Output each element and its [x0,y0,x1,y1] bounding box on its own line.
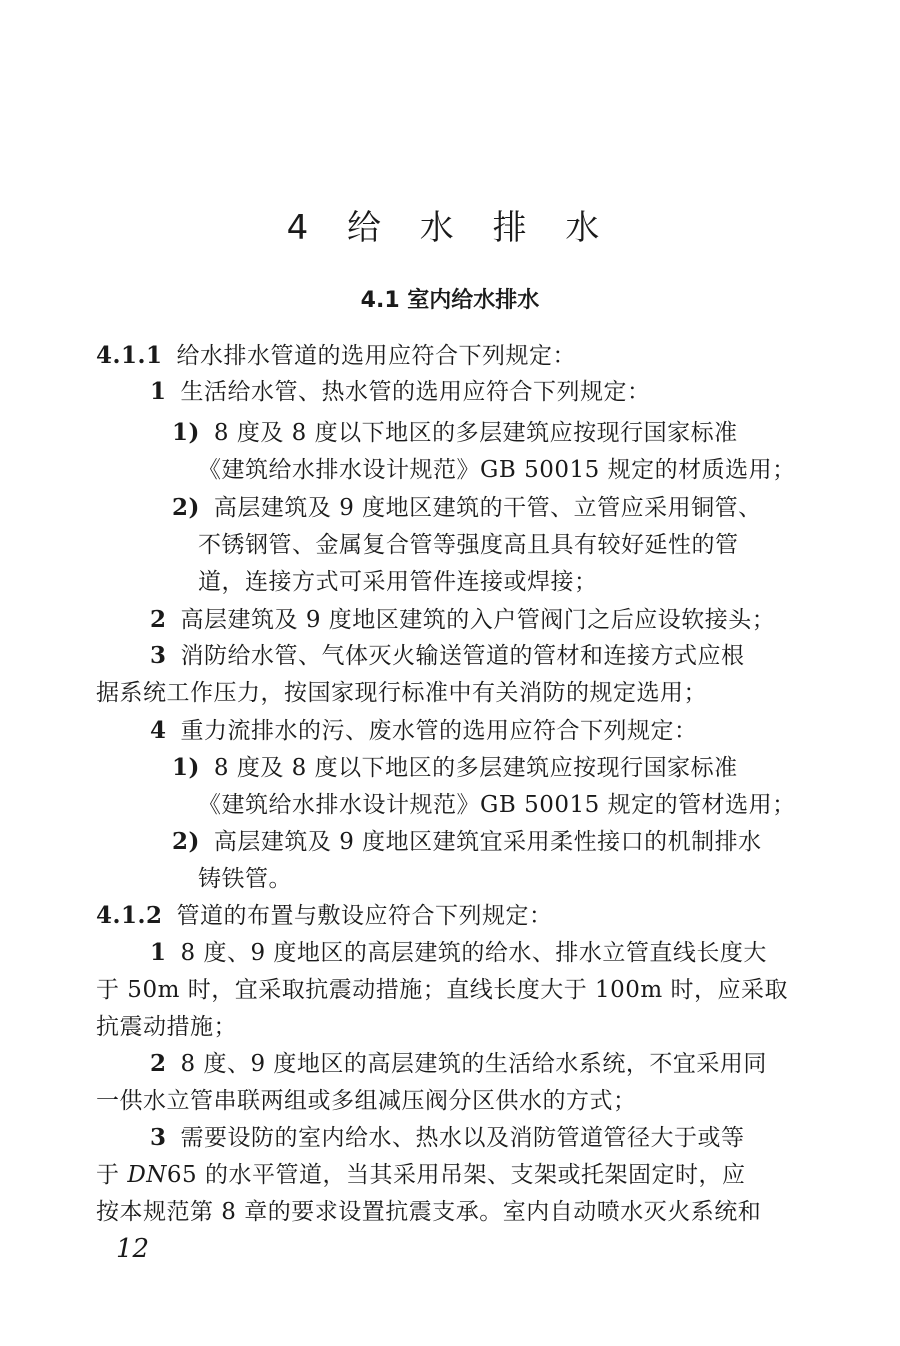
subitem-text: 高层建筑及 9 度地区建筑的干管、立管应采用铜管、 [213,495,762,521]
continuation-line [96,1085,637,1117]
chapter-title: 4 给 水 排 水 [286,208,614,248]
item-line [150,640,745,672]
item-line [150,715,698,747]
subitem-number: 2) [172,828,200,855]
subitem-text: 高层建筑及 9 度地区建筑宜采用柔性接口的机制排水 [213,829,762,855]
line-text: 按本规范第 8 章的要求设置抗震支承。室内自动喷水灭火系统和 [96,1199,762,1225]
clause-4-1-1 [96,340,576,372]
item-number: 4 [150,717,167,744]
item-text: 生活给水管、热水管的选用应符合下列规定： [180,379,651,405]
continuation-line [198,566,598,598]
subitem-number: 1) [172,754,200,781]
subitem-number: 1) [172,419,200,446]
continuation-line [198,454,796,486]
item-text: 需要设防的室内给水、热水以及消防管道管径大于或等 [180,1125,745,1151]
subitem-number: 2) [172,494,200,521]
line-text: 铸铁管。 [198,866,292,892]
item-number: 1 [150,939,167,966]
line-text: 《建筑给水排水设计规范》GB 50015 规定的管材选用； [198,792,796,818]
line-text: 于 50m 时，宜采取抗震动措施；直线长度大于 100m 时，应采取 [96,977,789,1003]
line-text: 据系统工作压力，按国家现行标准中有关消防的规定选用； [96,680,707,706]
continuation-line [96,1011,237,1043]
item-number: 1 [150,378,167,405]
clause-text: 给水排水管道的选用应符合下列规定： [176,343,577,369]
item-line [150,937,767,969]
item-text: 8 度、9 度地区的高层建筑的生活给水系统，不宜采用同 [180,1051,767,1077]
item-text: 高层建筑及 9 度地区建筑的入户管阀门之后应设软接头； [180,607,776,633]
line-text: 不锈钢管、金属复合管等强度高且具有较好延性的管 [198,532,739,558]
item-line [150,604,775,636]
continuation-line [198,863,292,895]
clause-text: 管道的布置与敷设应符合下列规定： [176,903,553,929]
subitem-text: 8 度及 8 度以下地区的多层建筑应按现行国家标准 [213,420,738,446]
item-line [150,1122,745,1154]
continuation-line [96,1196,761,1228]
clause-number: 4.1.1 [96,342,163,369]
clause-number: 4.1.2 [96,902,163,929]
page-number: 12 [116,1234,150,1264]
subitem-line [172,826,762,858]
subitem-line [172,752,738,784]
line-text: 一供水立管串联两组或多组减压阀分区供水的方式； [96,1088,637,1114]
line-prefix: 于 [96,1162,128,1188]
clause-4-1-2 [96,900,553,932]
line-text: 《建筑给水排水设计规范》GB 50015 规定的材质选用； [198,457,796,483]
line-text: 道，连接方式可采用管件连接或焊接； [198,569,598,595]
item-number: 3 [150,642,167,669]
line-text: 65 的水平管道，当其采用吊架、支架或托架固定时，应 [166,1162,746,1188]
subitem-line [172,492,762,524]
italic-term: DN [127,1162,167,1188]
item-text: 消防给水管、气体灭火输送管道的管材和连接方式应根 [180,643,745,669]
subitem-text: 8 度及 8 度以下地区的多层建筑应按现行国家标准 [213,755,738,781]
item-line [150,376,651,408]
item-number: 2 [150,606,167,633]
continuation-line [198,529,739,561]
line-text: 抗震动措施； [96,1014,237,1040]
section-title: 4.1 室内给水排水 [360,288,540,313]
item-text: 重力流排水的污、废水管的选用应符合下列规定： [180,718,698,744]
item-line [150,1048,767,1080]
continuation-line [96,1159,745,1191]
subitem-line [172,417,738,449]
continuation-line [198,789,796,821]
item-text: 8 度、9 度地区的高层建筑的给水、排水立管直线长度大 [180,940,767,966]
item-number: 2 [150,1050,167,1077]
continuation-line [96,974,788,1006]
item-number: 3 [150,1124,167,1151]
continuation-line [96,677,707,709]
